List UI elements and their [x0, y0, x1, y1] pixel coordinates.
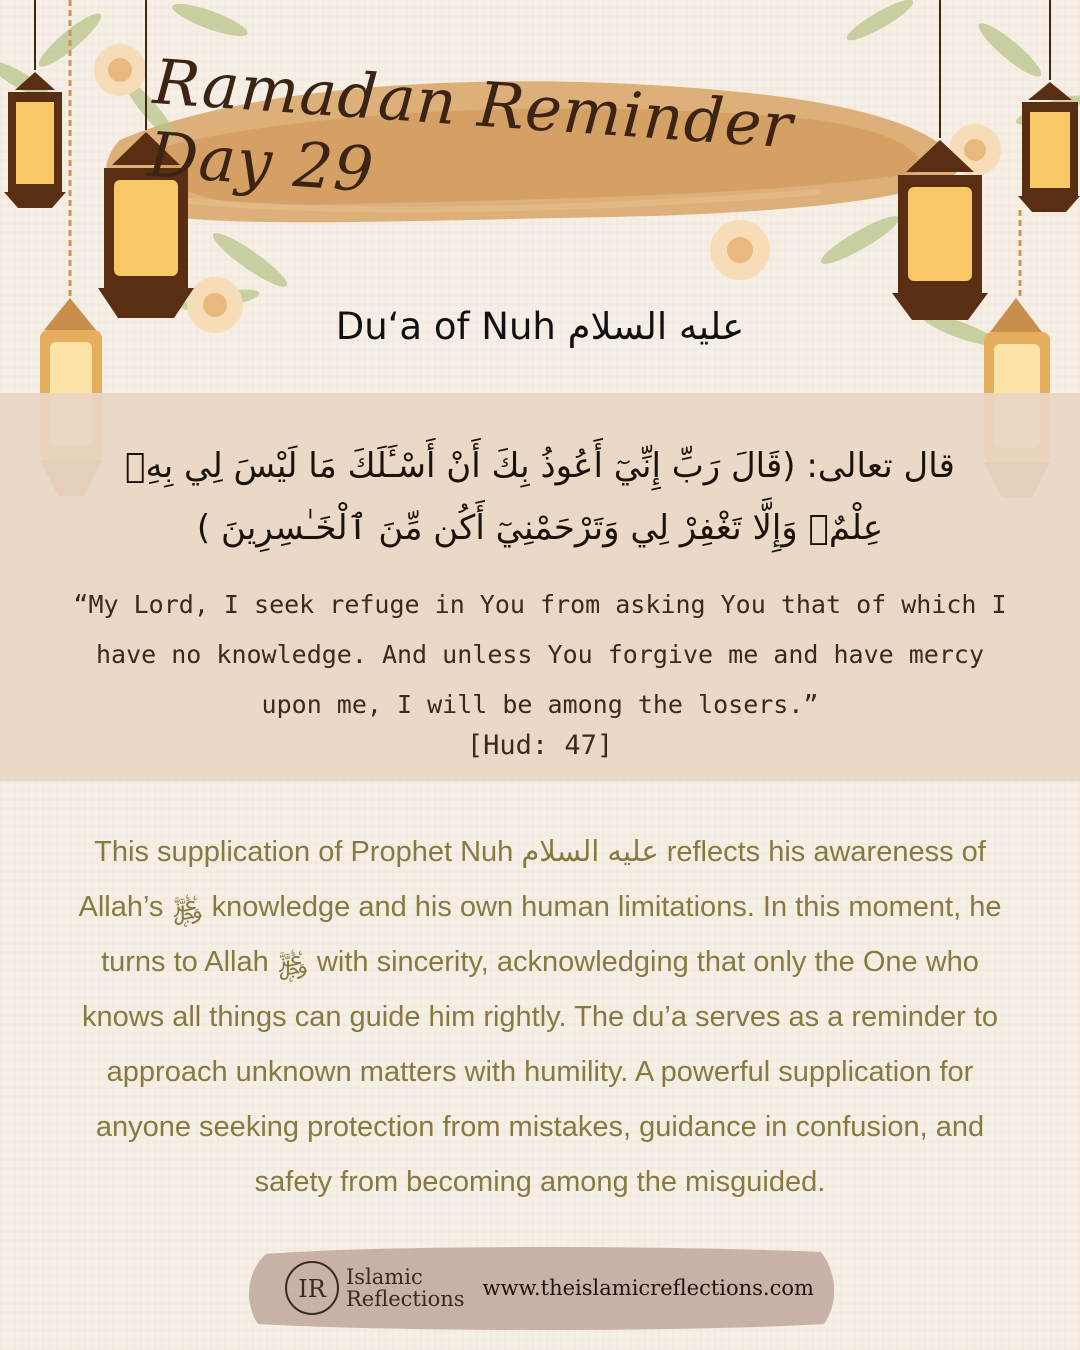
brand-line-2: Reflections — [346, 1287, 465, 1311]
verse-translation: “My Lord, I seek refuge in You from asking You that of which I have no knowledge. And unless You forgive me and have mercy upon me, I will be among the losers.” — [73, 590, 1007, 719]
verse-reference: [Hud: 47] — [466, 730, 614, 761]
arabic-verse: قال تعالى: (قَالَ رَبِّ إِنِّيٓ أَعُوذُ بِكَ أَنْ أَسْـَٔلَكَ مَا لَيْسَ لِي بِهِۦ عِلْمٌۖ وَإِلَّا تَغْفِرْ لِي وَتَرْحَمْنِيٓ أَكُن مِّنَ ٱلْخَـٰسِرِينَ ) — [125, 446, 955, 548]
website-link[interactable]: www.theislamicreflections.com — [482, 1276, 814, 1300]
logo-letters: IR — [298, 1275, 326, 1303]
brand-name — [346, 1266, 465, 1310]
subtitle: Duʻa of Nuh عليه السلام — [335, 305, 745, 348]
footer-banner — [246, 1244, 836, 1332]
title-banner — [145, 44, 930, 220]
page-title: Ramadan Reminder Day 29 — [145, 44, 796, 207]
brand-line-1: Islamic — [346, 1265, 423, 1289]
reflection-paragraph: This supplication of Prophet Nuh عليه السلام reflects his awareness of Allah’s ﷿ knowledge and his own human limitations. In this moment, he turns to Allah ﷿ with sincerity, acknowledging that only the One who knows all things can guide him rightly. The du’a serves as a reminder to approach unknown matters with humility. A powerful supplication for anyone seeking protection from mistakes, guidance in confusion, and safety from becoming among the misguided. — [78, 836, 1002, 1198]
logo-icon — [282, 1258, 342, 1318]
